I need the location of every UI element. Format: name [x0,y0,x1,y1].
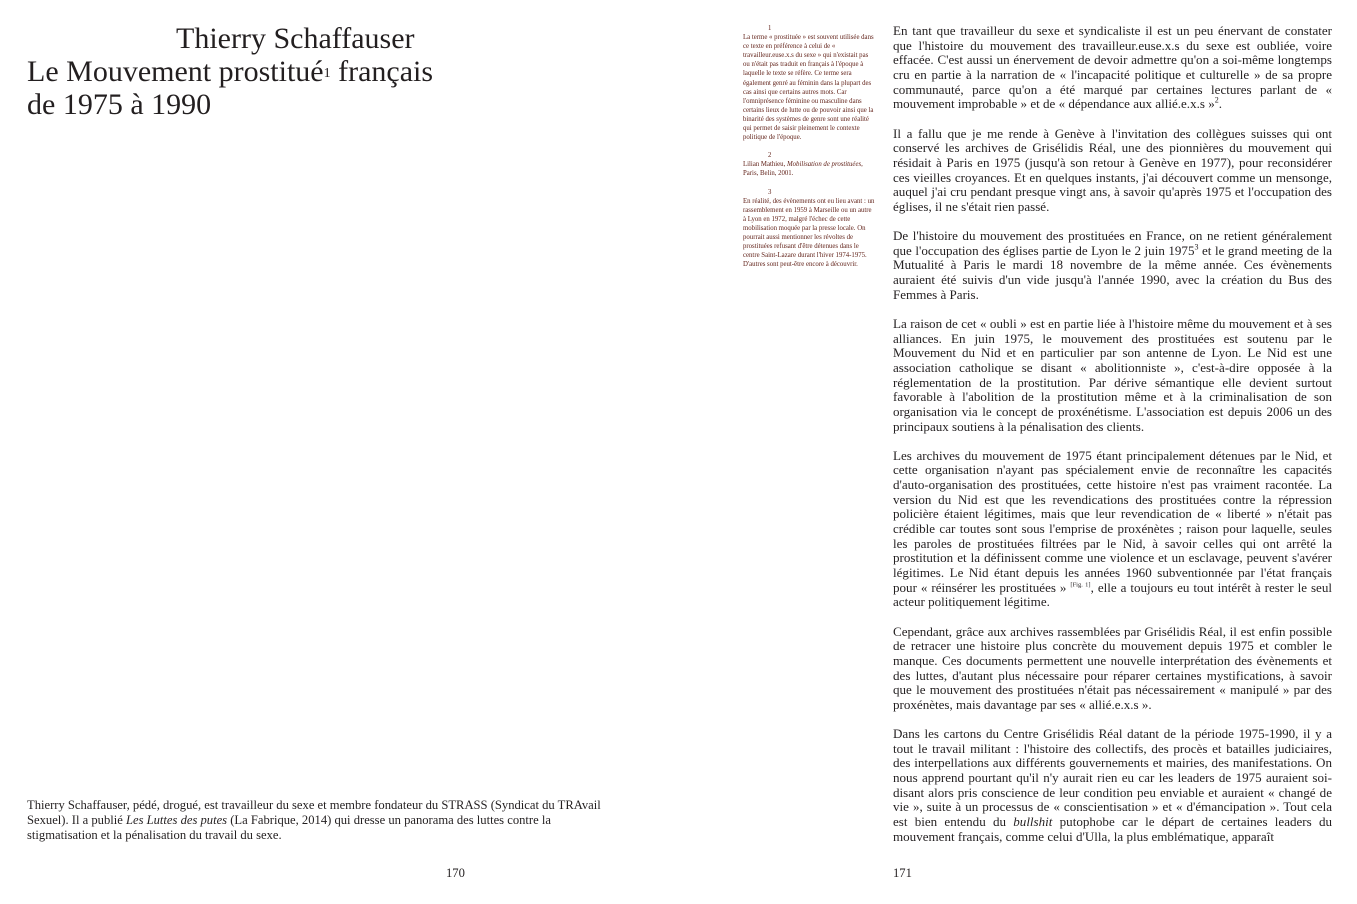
text: . [1218,96,1222,112]
emphasis: bullshit [1013,814,1053,830]
footnote-number: 1 [768,25,772,32]
figure-ref: [Fig. 1] [1070,581,1091,589]
text: De l'histoire du mouvement des prostituées en France, on ne retient généralement que l'occupation des églises partie de Lyon le 2 juin 1975 [893,228,1332,258]
footnote [743,151,875,178]
paragraph [893,24,1332,112]
bio-text: (La Fabrique, 2014) qui dresse un panorama des luttes contre la stigmatisation et la pénalisation du travail du sexe. [27,813,551,842]
text: putophobe car le départ de certaines leaders du mouvement français, comme celui d'Ulla, la plus emblématique, apparaît [893,814,1333,844]
text: En tant que travailleur du sexe et syndicaliste il est un peu énervant de constater que l'histoire du mouvement des travailleur.euse.x.s du sexe est oubliée, voire effacée. C'est aussi un énervement de devoir admettre qu'on a soi-même longtemps cru en partie à la narration de « l'incapacité politique et culturelle » de sa propre communauté, parce qu'on a été marqué par certaines lectures parlant de « mouvement improbable » et de « dépendance aux allié.e.x.s » [893,23,1332,112]
footnote-text: Lilian Mathieu, [743,161,787,169]
text: Les archives du mouvement de 1975 étant principalement détenues par le Nid, et cette organisation n'ayant pas spécialement envie de reconnaître les capacités d'auto-organisation des prostituées, cette histoire n'est pas vraiment racontée. La version du Nid est que les revendications des prostituées contre la répression policière étaient légitimes, mais que leur revendication de « liberté » n'était pas crédible car toutes sont sous l'emprise de proxénètes ; raison pour laquelle, seules les paroles de prostituées filtrées par le Nid, à savoir celles qui ont arrêté la prostitution et la définissent comme une violence et un esclavage, peuvent s'avérer légitimes. Le Nid étant depuis les années 1960 subventionnée par l'état français pour « réinsérer les prostituées » [893,447,1332,595]
footnote-number: 3 [768,188,772,196]
paragraph: Cependant, grâce aux archives rassemblées par Grisélidis Réal, il est enfin possible de retracer une histoire plus concrète du mouvement depuis 1975 et combler le manque. Ces documents permettent une nouvelle interprétation des évènements et des luttes, d'autant plus nécessaire pour réparer certaines mystifications, à savoir que le mouvement des prostituées n'était pas nécessairement « manipulé » par des proxénètes, mais davantage par ses « allié.e.x.s ». [893,623,1332,712]
paragraph [893,229,1332,302]
footnote-number: 2 [768,152,772,160]
paragraph: La raison de cet « oubli » est en partie liée à l'histoire même du mouvement et à ses alliances. En juin 1975, le mouvement des prostituées est soutenu par le Mouvement du Nid et en particulier par son antenne de Lyon. Le Nid est une association catholique se disant « abolitionniste », c'est-à-dire opposée à la réglementation de la prostitution. Par dérive sémantique elle devient surtout favorable à l'abolition de la prostitution même et à la criminalisation de son organisation via le concept de proxénétisme. L'association est depuis 2006 un des principaux soutiens à la pénalisation des clients. [893,315,1332,434]
paragraph [893,449,1332,610]
footnote-text: La terme « prostituée » est souvent utilisée dans ce texte en préférence à celui de « travailleur.euse.x.s du sexe » qui n'existait pas ou n'était pas traduit en français à l'époque à laquelle le texte se réfère. Ce terme sera également genré au féminin dans la plupart des cas ainsi que certains autres mots. Car l'omniprésence féminine ou masculine dans certains lieux de lutte ou de pouvoir ainsi que la binarité des systèmes de genre sont une réalité qui permet de saisir pleinement le contexte politique de l'époque. [743,34,874,142]
footnote-ref: 3 [1194,242,1199,252]
paragraph: Il a fallu que je me rende à Genève à l'invitation des collègues suisses qui ont conservé les archives de Grisélidis Réal, une des pionnières du mouvement qui résidait à Paris en 1975 (jusqu'à son retour à Genève en 1977), pour reconsidérer ces vieilles croyances. Et en quelques instants, j'ai découvert comme un mensonge, auquel j'ai cru pendant presque vingt ans, à savoir qu'après 1975 et l'occupation des églises, il ne s'était rien passé. [893,125,1332,214]
chapter-title-line1 [27,55,433,88]
book-title: Mobilisation de prostituées [786,161,862,169]
chapter-heading [27,22,433,121]
footnote [743,188,875,270]
book-title: Les Luttes des putes [125,813,228,827]
footnote-text: En réalité, des évènements ont eu lieu avant : un rassemblement en 1959 à Marseille ou un autre à Lyon en 1972, malgré l'échec de cette mobilisation moquée par la presse locale. On pourrait aussi mentionner les révoltes de prostituées refusant d'être détenues dans le centre Saint-Lazare durant l'hiver 1974-1975. D'autres sont peut-être encore à découvrir. [743,197,875,269]
footnote-text: , Paris, Belin, 2001. [743,161,863,178]
footnotes-column [743,24,875,278]
footnote-ref: 2 [1214,95,1219,105]
text: et le grand meeting de la Mutualité à Paris le mardi 18 novembre de la même année. Ces évènements auraient été suivis d'un vide jusqu'à l'année 1990, avec la création du Bus des Femmes à Paris. [893,242,1332,302]
body-text [893,24,1332,859]
page-number-right: 171 [893,866,912,880]
author-name: Thierry Schaffauser [176,22,415,55]
footnote-ref: 1 [323,66,331,81]
title-text: français [330,55,434,88]
text: Dans les cartons du Centre Grisélidis Réal datant de la période 1975-1990, il y a tout le travail militant : l'histoire des collectifs, des procès et batailles judiciaires, des interpellations aux différents gouvernements et mairies, des manifestations. On nous apprend pourtant qu'il n'y aurait rien eu car les leaders de 1975 auraient soi-disant alors pris conscience de leur condition peu enviable et auraient « changé de vie », suite à un processus de « conscientisation » et « d'émancipation ». Tout cela est bien entendu du [893,726,1332,830]
bio-text: Thierry Schaffauser, pédé, drogué, est travailleur du sexe et membre fondateur du STRASS (Syndicat du TRAvail Sexuel). Il a publié [27,798,601,827]
paragraph [893,727,1332,844]
author-bio [27,798,617,843]
chapter-title-line2: de 1975 à 1990 [27,88,212,121]
text: , elle a toujours eu tout intérêt à rester le seul acteur politiquement légitime. [893,579,1332,610]
title-text: Le Mouvement prostitué [27,55,324,88]
footnote [743,24,875,142]
page-number-left: 170 [446,866,465,880]
